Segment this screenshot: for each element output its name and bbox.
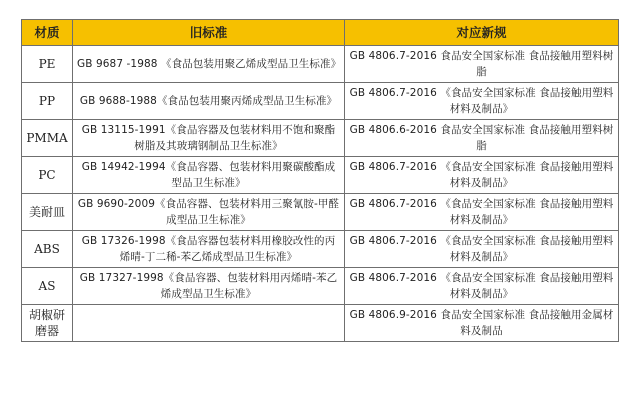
new-regulation-cell: GB 4806.6-2016 食品安全国家标准 食品接触用塑料树脂 xyxy=(345,120,619,157)
new-regulation-cell: GB 4806.7-2016 《食品安全国家标准 食品接触用塑料材料及制品》 xyxy=(345,268,619,305)
table-row xyxy=(22,157,619,194)
old-standard-cell: GB 13115-1991《食品容器及包装材料用不饱和聚酯树脂及其玻璃钢制品卫生标准》 xyxy=(73,120,345,157)
table-row xyxy=(22,83,619,120)
standards-table xyxy=(21,19,619,342)
old-standard-cell: GB 9688-1988《食品包装用聚丙烯成型品卫生标准》 xyxy=(73,83,345,120)
new-regulation-cell: GB 4806.7-2016 《食品安全国家标准 食品接触用塑料材料及制品》 xyxy=(345,194,619,231)
old-standard-cell: GB 17327-1998《食品容器、包装材料用丙烯晴-苯乙烯成型品卫生标准》 xyxy=(73,268,345,305)
old-standard-cell xyxy=(73,305,345,342)
material-cell: PE xyxy=(22,46,73,83)
old-standard-cell: GB 17326-1998《食品容器包装材料用橡胶改性的丙烯晴-丁二稀-苯乙烯成型品卫生标准》 xyxy=(73,231,345,268)
table-row xyxy=(22,305,619,342)
material-cell: PP xyxy=(22,83,73,120)
header-old-standard: 旧标准 xyxy=(73,20,345,46)
table-row xyxy=(22,268,619,305)
new-regulation-cell: GB 4806.9-2016 食品安全国家标准 食品接触用金属材料及制品 xyxy=(345,305,619,342)
table-row xyxy=(22,46,619,83)
header-new-regulation: 对应新规 xyxy=(345,20,619,46)
old-standard-cell: GB 14942-1994《食品容器、包装材料用聚碳酸酯成型品卫生标准》 xyxy=(73,157,345,194)
material-cell: 胡椒研磨器 xyxy=(22,305,73,342)
new-regulation-cell: GB 4806.7-2016 《食品安全国家标准 食品接触用塑料材料及制品》 xyxy=(345,83,619,120)
old-standard-cell: GB 9690-2009《食品容器、包装材料用三聚氰胺-甲醛成型品卫生标准》 xyxy=(73,194,345,231)
material-cell: AS xyxy=(22,268,73,305)
header-row xyxy=(22,20,619,46)
material-cell: PMMA xyxy=(22,120,73,157)
header-material: 材质 xyxy=(22,20,73,46)
new-regulation-cell: GB 4806.7-2016 食品安全国家标准 食品接触用塑料树脂 xyxy=(345,46,619,83)
table-row xyxy=(22,231,619,268)
table-row xyxy=(22,120,619,157)
material-cell: PC xyxy=(22,157,73,194)
material-cell: 美耐皿 xyxy=(22,194,73,231)
table-row xyxy=(22,194,619,231)
new-regulation-cell: GB 4806.7-2016 《食品安全国家标准 食品接触用塑料材料及制品》 xyxy=(345,157,619,194)
material-cell: ABS xyxy=(22,231,73,268)
old-standard-cell: GB 9687 -1988 《食品包装用聚乙烯成型品卫生标准》 xyxy=(73,46,345,83)
new-regulation-cell: GB 4806.7-2016 《食品安全国家标准 食品接触用塑料材料及制品》 xyxy=(345,231,619,268)
